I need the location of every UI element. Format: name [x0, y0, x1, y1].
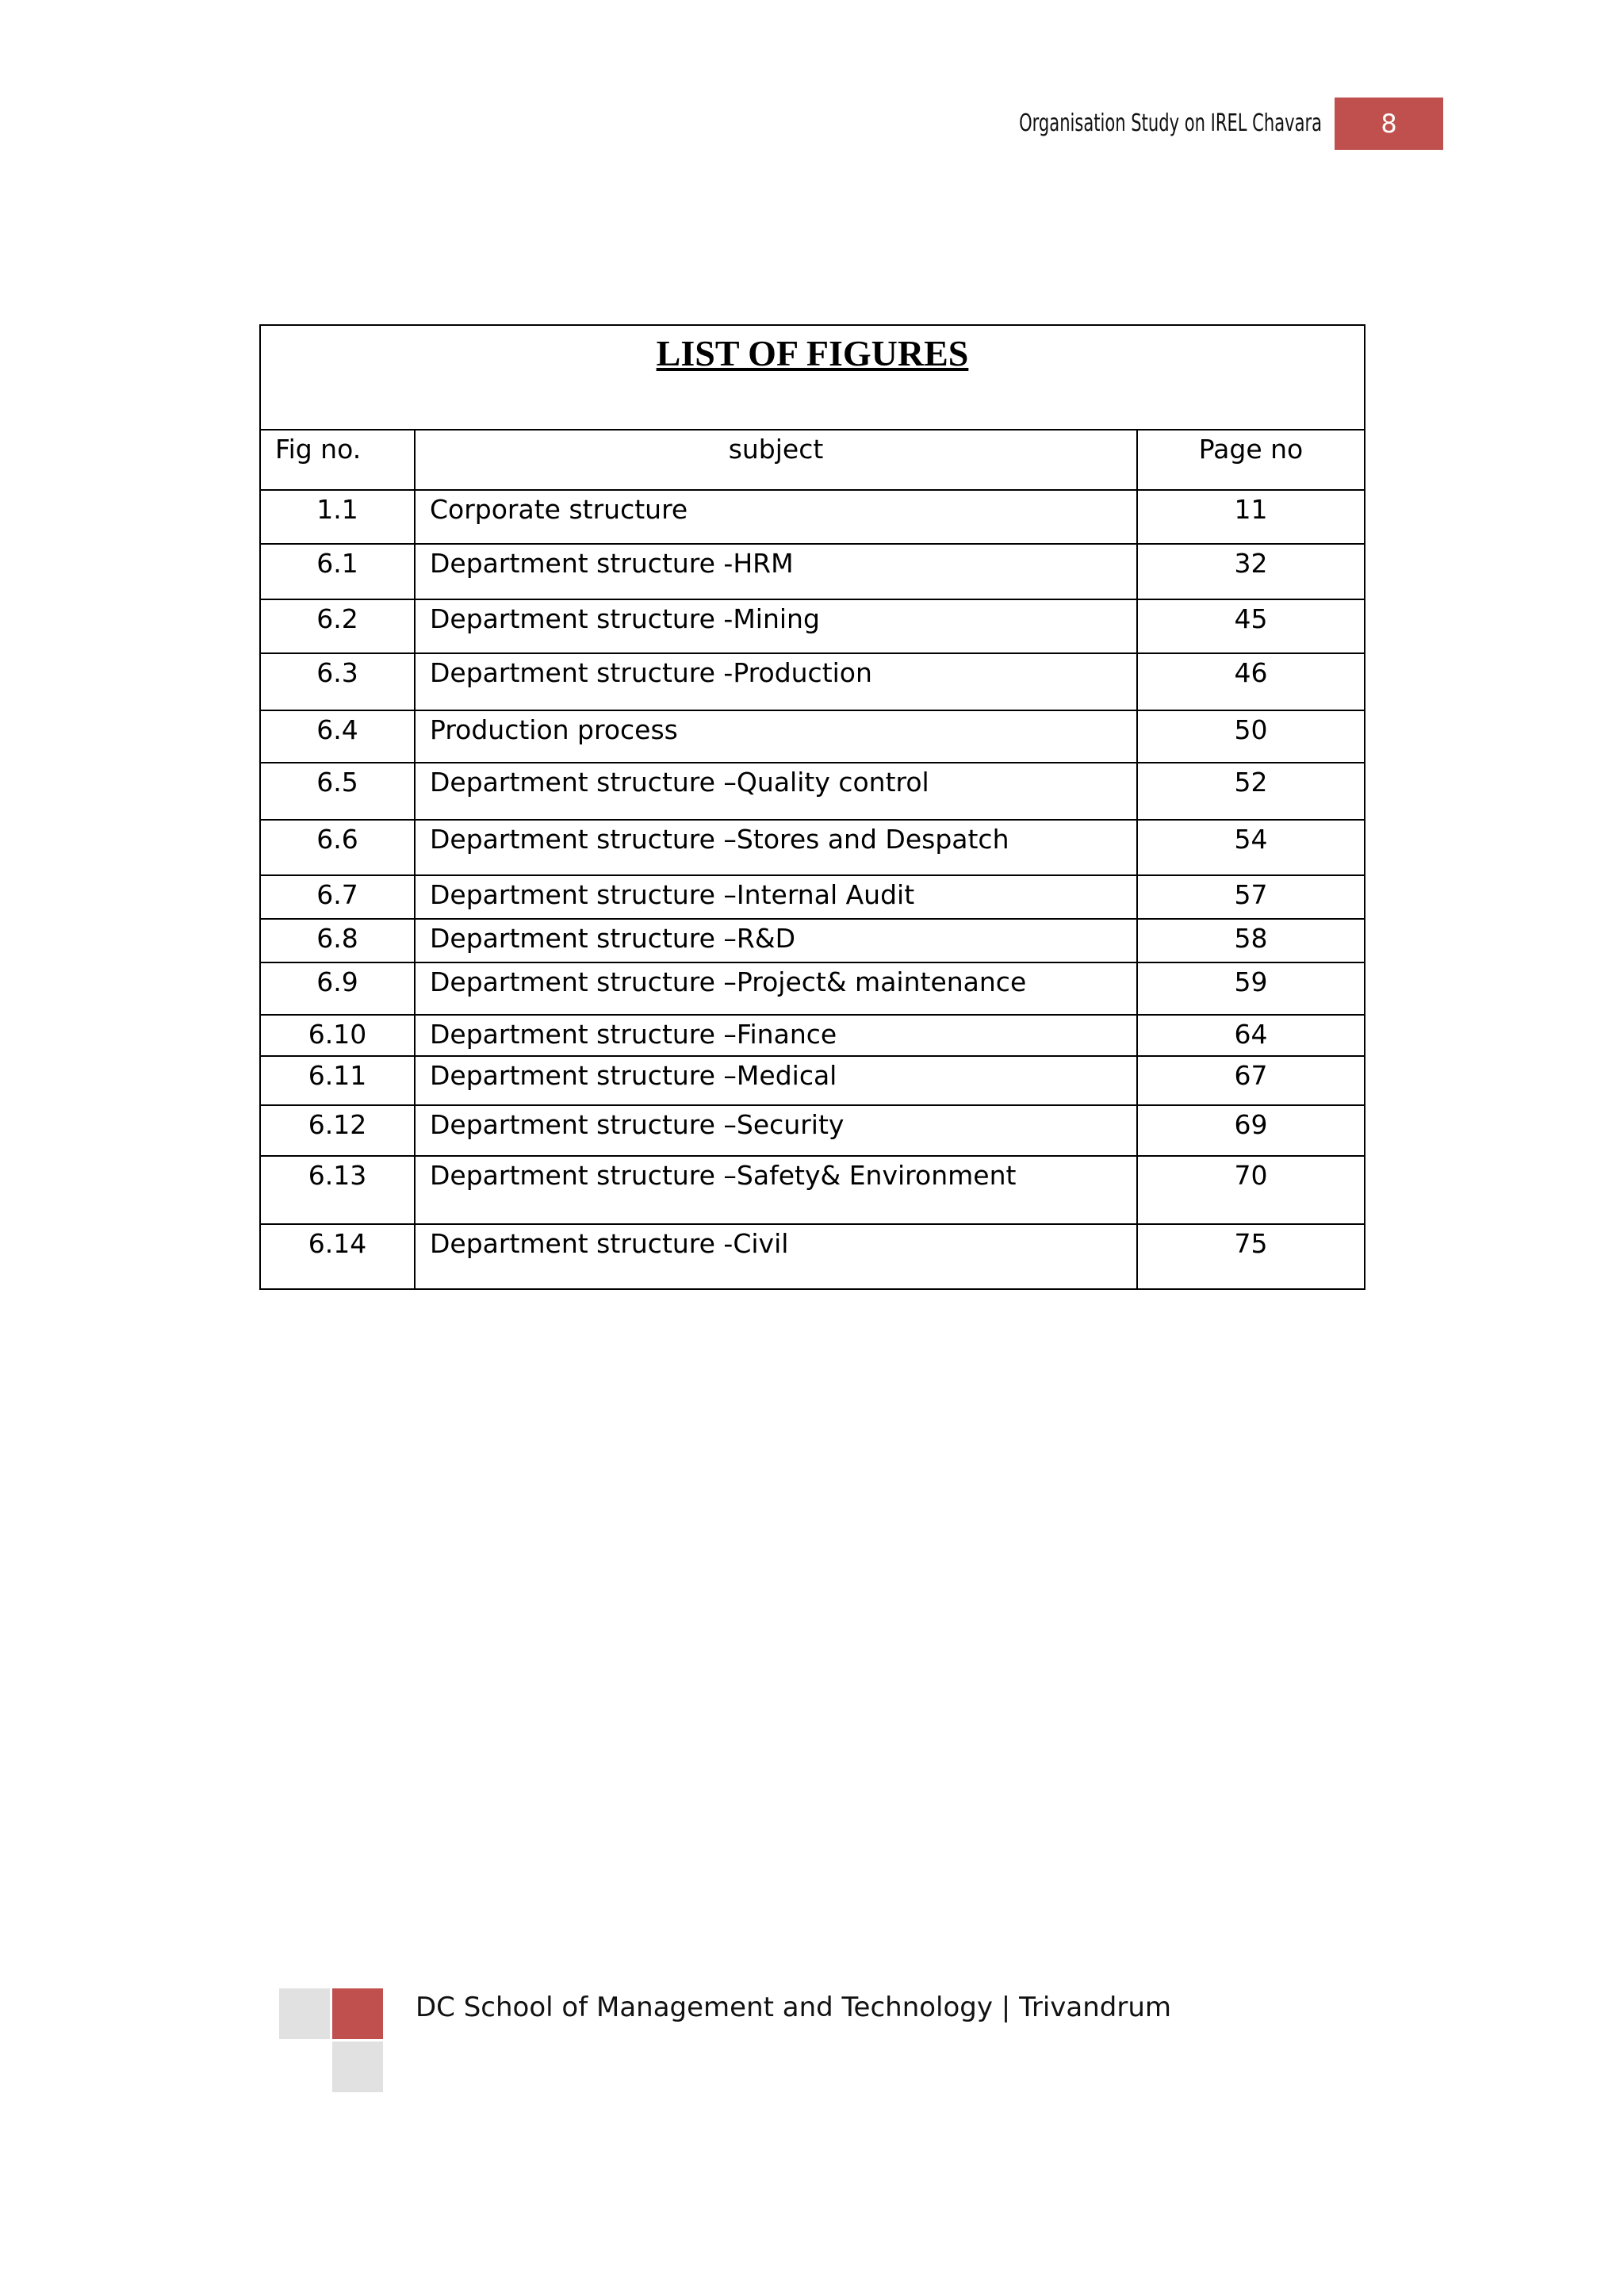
subject-cell: Corporate structure	[415, 490, 1137, 544]
page-number-cell: 57	[1137, 875, 1365, 919]
page-number-cell: 11	[1137, 490, 1365, 544]
page-number-cell: 45	[1137, 599, 1365, 653]
page-number: 8	[1335, 98, 1443, 150]
table-title-row	[260, 325, 1365, 430]
column-header-subject: subject	[415, 430, 1137, 490]
subject-cell: Department structure –Stores and Despatch	[415, 820, 1137, 875]
subject-cell: Department structure –Finance	[415, 1015, 1137, 1056]
footer-square-gray-icon	[332, 2042, 383, 2092]
page-number-cell: 69	[1137, 1105, 1365, 1156]
column-header-fig-no: Fig no.	[260, 430, 415, 490]
page-number-cell: 46	[1137, 653, 1365, 710]
table-row	[260, 1105, 1365, 1156]
table-row	[260, 820, 1365, 875]
footer-square-gray-icon	[279, 1988, 330, 2039]
subject-cell: Production process	[415, 710, 1137, 763]
fig-number-cell: 6.1	[260, 544, 415, 599]
subject-cell: Department structure –Security	[415, 1105, 1137, 1156]
table-row	[260, 919, 1365, 962]
fig-number-cell: 6.3	[260, 653, 415, 710]
subject-cell: Department structure -HRM	[415, 544, 1137, 599]
subject-cell: Department structure –Safety& Environment	[415, 1156, 1137, 1224]
table-row	[260, 1224, 1365, 1289]
table-title: LIST OF FIGURES	[656, 333, 969, 373]
footer-text: DC School of Management and Technology | Trivandrum	[416, 1992, 1171, 2023]
column-header-page-no: Page no	[1137, 430, 1365, 490]
fig-number-cell: 6.2	[260, 599, 415, 653]
subject-cell: Department structure –Quality control	[415, 763, 1137, 820]
page-number-cell: 54	[1137, 820, 1365, 875]
page-number-cell: 70	[1137, 1156, 1365, 1224]
fig-number-cell: 6.8	[260, 919, 415, 962]
fig-number-cell: 6.7	[260, 875, 415, 919]
table-row	[260, 763, 1365, 820]
column-header-row	[260, 430, 1365, 490]
page-number-cell: 58	[1137, 919, 1365, 962]
page-number-cell: 50	[1137, 710, 1365, 763]
fig-number-cell: 6.12	[260, 1105, 415, 1156]
table-row	[260, 490, 1365, 544]
subject-cell: Department structure –R&D	[415, 919, 1137, 962]
table-row	[260, 875, 1365, 919]
subject-cell: Department structure -Civil	[415, 1224, 1137, 1289]
page-number-cell: 52	[1137, 763, 1365, 820]
footer-square-red-icon	[332, 1988, 383, 2039]
fig-number-cell: 6.9	[260, 962, 415, 1015]
subject-cell: Department structure –Internal Audit	[415, 875, 1137, 919]
table-row	[260, 710, 1365, 763]
table-row	[260, 1056, 1365, 1105]
table-row	[260, 1015, 1365, 1056]
fig-number-cell: 6.5	[260, 763, 415, 820]
header-title: Organisation Study on IREL Chavara	[1019, 109, 1323, 137]
table-row	[260, 962, 1365, 1015]
table-row	[260, 1156, 1365, 1224]
subject-cell: Department structure -Mining	[415, 599, 1137, 653]
fig-number-cell: 6.14	[260, 1224, 415, 1289]
page-number-cell: 32	[1137, 544, 1365, 599]
list-of-figures-table	[259, 324, 1365, 1290]
table-row	[260, 599, 1365, 653]
page-header	[930, 98, 1443, 150]
table-title-cell	[260, 325, 1365, 430]
page-number-cell: 75	[1137, 1224, 1365, 1289]
page-number-cell: 64	[1137, 1015, 1365, 1056]
fig-number-cell: 6.6	[260, 820, 415, 875]
fig-number-cell: 1.1	[260, 490, 415, 544]
page-number-cell: 67	[1137, 1056, 1365, 1105]
fig-number-cell: 6.13	[260, 1156, 415, 1224]
fig-number-cell: 6.4	[260, 710, 415, 763]
subject-cell: Department structure -Production	[415, 653, 1137, 710]
subject-cell: Department structure –Medical	[415, 1056, 1137, 1105]
table-row	[260, 544, 1365, 599]
subject-cell: Department structure –Project& maintenance	[415, 962, 1137, 1015]
page-number-cell: 59	[1137, 962, 1365, 1015]
table-row	[260, 653, 1365, 710]
fig-number-cell: 6.10	[260, 1015, 415, 1056]
fig-number-cell: 6.11	[260, 1056, 415, 1105]
